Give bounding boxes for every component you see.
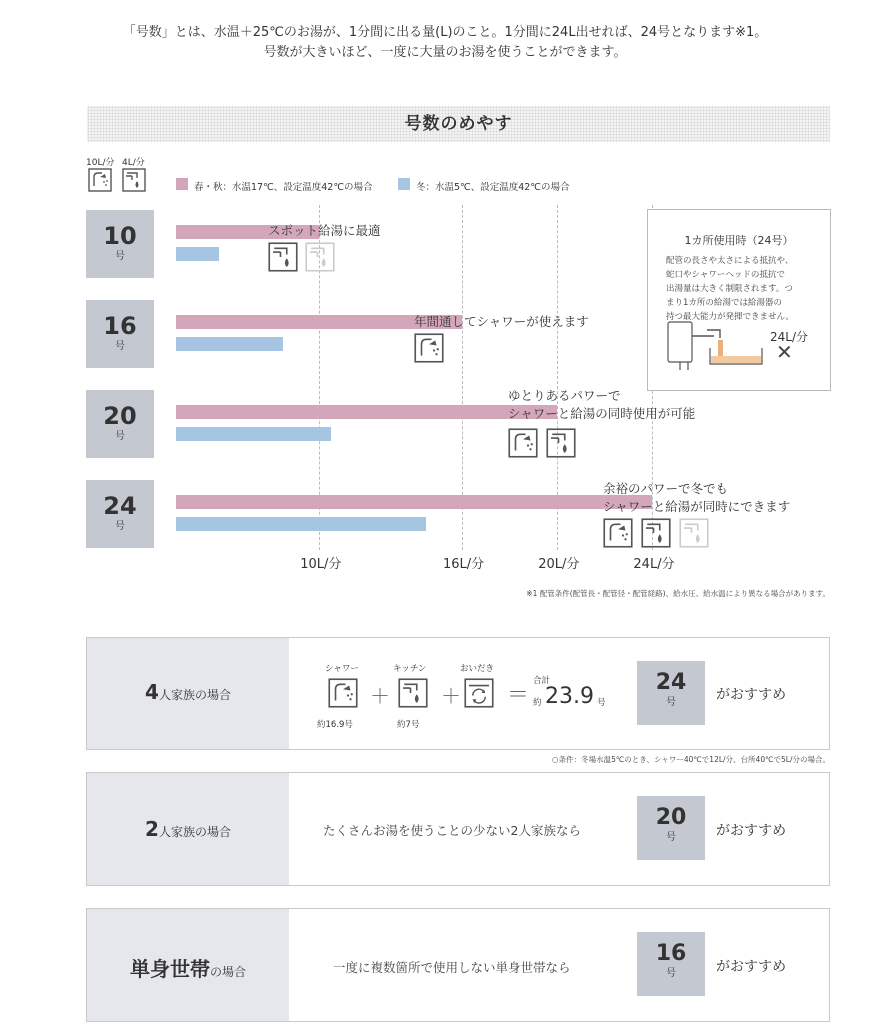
close-icon: ✕ <box>776 340 793 364</box>
annotation-20-line-1: ゆとりあるパワーで <box>508 388 621 403</box>
single-recommend-text: がおすすめ <box>716 959 787 975</box>
family4-total-value: 23.9 <box>545 684 594 709</box>
heater-faucet-illustration <box>662 318 772 374</box>
grade-box-24 <box>86 480 154 548</box>
faucet-icon-faded <box>305 242 335 272</box>
single-card <box>86 908 830 1022</box>
annotation-20-line-2: シャワーと給湯の同時使用が可能 <box>508 406 696 421</box>
shower-icon <box>414 333 444 363</box>
family4-card <box>86 637 830 750</box>
grade-unit: 号 <box>115 431 125 442</box>
family2-recommend-text: がおすすめ <box>716 823 787 839</box>
bar-spring-20 <box>176 405 557 419</box>
bar-winter-10 <box>176 247 219 261</box>
family4-label: 4人家族の場合 <box>145 680 231 704</box>
single-use-title: 1カ所使用時（24号） <box>684 234 794 247</box>
single-label: 単身世帯の場合 <box>129 957 246 981</box>
family2-recommend-grade: 20 号 <box>637 796 705 860</box>
reheat-icon <box>464 678 494 708</box>
family4-kitchen-value: 約7号 <box>397 720 420 730</box>
faucet-icon-faded <box>679 518 709 548</box>
faucet-icon <box>546 428 576 458</box>
grade-box-10 <box>86 210 154 278</box>
bar-winter-24 <box>176 517 426 531</box>
grade-unit: 号 <box>115 251 125 262</box>
shower-flow-label: 10L/分 <box>86 158 115 168</box>
grade-unit: 号 <box>115 521 125 532</box>
family4-bath-label: おいだき <box>460 664 495 674</box>
grade-box-20 <box>86 390 154 458</box>
faucet-icon <box>398 678 428 708</box>
grade-number: 24 <box>103 492 137 520</box>
x-tick-label-16: 16L/分 <box>443 557 485 572</box>
family2-label: 2人家族の場合 <box>145 817 231 841</box>
x-tick-label-10: 10L/分 <box>300 557 342 572</box>
annotation-24-line-2: シャワーと給湯が同時にできます <box>603 499 791 514</box>
faucet-icon <box>641 518 671 548</box>
legend-label-spring: 春・秋：水温17℃、設定温度42℃の場合 <box>194 182 373 193</box>
single-use-box <box>647 209 831 391</box>
annotation-10-line-1: スポット給湯に最適 <box>268 223 381 238</box>
shower-icon <box>328 678 358 708</box>
grade-number: 20 <box>103 402 137 430</box>
grade-unit: 号 <box>115 341 125 352</box>
shower-icon <box>508 428 538 458</box>
single-use-body: 配管の長さや太さによる抵抗や、 蛇口やシャワーヘッドの抵抗で 出湯量は大きく制限されます。つ まり1カ所の給湯では給湯器の 持つ最大能力が発揮できません。 <box>666 256 795 322</box>
single-description: 一度に複数箇所で使用しない単身世帯なら <box>333 960 571 975</box>
annotation-24-line-1: 余裕のパワーで冬でも <box>603 481 729 496</box>
family4-shower-label: シャワー <box>325 664 359 674</box>
grade-number: 16 <box>103 312 137 340</box>
section-title: 号数のめやす <box>404 114 513 134</box>
bar-winter-20 <box>176 427 331 441</box>
intro-line-2: 号数が大きいほど、一度に大量のお湯を使うことができます。 <box>263 45 627 60</box>
grade-number: 10 <box>103 222 137 250</box>
family4-recommend-grade: 24 号 <box>637 661 705 725</box>
grade-box-16 <box>86 300 154 368</box>
family2-description: たくさんお湯を使うことの少ない2人家族なら <box>323 823 581 838</box>
intro-line-1: 「号数」とは、水温＋25℃のお湯が、1分間に出る量(L)のこと。1分間に24L出せれば、24号となります※1。 <box>122 25 768 40</box>
single-recommend-grade: 16 号 <box>637 932 705 996</box>
plus-sign: ＋ <box>441 684 461 708</box>
bar-spring-24 <box>176 495 652 509</box>
bar-winter-16 <box>176 337 283 351</box>
family4-shower-value: 約16.9号 <box>317 720 353 730</box>
single-use-flow: 24L/分 <box>770 330 808 344</box>
family4-total-prefix: 約 <box>533 698 542 708</box>
faucet-icon <box>268 242 298 272</box>
footnote: ※1 配管条件(配管長・配管径・配管経路)、給水圧、給水温により異なる場合があります。 <box>526 589 830 598</box>
family2-card <box>86 772 830 886</box>
x-tick-label-24: 24L/分 <box>633 557 675 572</box>
legend-label-winter: 冬：水温5℃、設定温度42℃の場合 <box>416 182 570 193</box>
faucet-flow-label: 4L/分 <box>122 158 145 168</box>
equals-sign: ＝ <box>507 683 530 708</box>
plus-sign: ＋ <box>370 684 390 708</box>
family4-recommend-text: がおすすめ <box>716 687 787 703</box>
shower-icon <box>603 518 633 548</box>
family4-kitchen-label: キッチン <box>393 664 427 674</box>
family4-condition: ○条件：冬場水温5℃のとき、シャワー40℃で12L/分、台所40℃で5L/分の場合。 <box>552 755 830 764</box>
annotation-16-line-1: 年間通してシャワーが使えます <box>414 314 589 329</box>
x-tick-label-20: 20L/分 <box>538 557 580 572</box>
family4-total-unit: 号 <box>597 698 606 708</box>
family4-total-label: 合計 <box>533 676 551 686</box>
